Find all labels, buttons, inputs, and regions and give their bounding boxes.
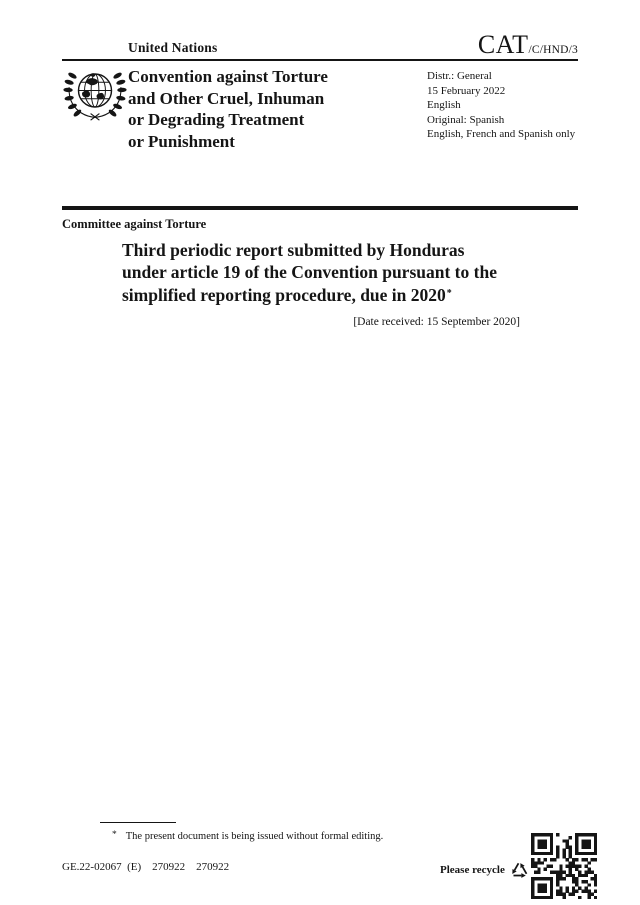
doc-symbol-suffix: /C/HND/3	[528, 44, 578, 56]
title-footnote-marker: *	[446, 288, 452, 299]
distr-line: English, French and Spanish only	[427, 128, 576, 141]
report-title	[122, 240, 497, 307]
qr-code	[531, 833, 597, 899]
distr-line: Distr.: General	[427, 70, 492, 82]
committee-label: Committee against Torture	[62, 217, 207, 231]
un-emblem-icon	[62, 63, 128, 129]
un-header-org: United Nations	[128, 40, 218, 55]
recycle-label: Please recycle	[440, 863, 505, 876]
distr-line: Original: Spanish	[427, 113, 505, 126]
distr-line: English	[427, 99, 461, 112]
report-title-line: Third periodic report submitted by Honduras	[122, 240, 465, 260]
date-received: [Date received: 15 September 2020]	[353, 316, 520, 328]
footnote-text: The present document is being issued without formal editing.	[125, 831, 384, 842]
footnote	[112, 830, 383, 842]
header-rule	[62, 59, 578, 61]
masthead-title-line: Convention against Torture	[128, 67, 328, 86]
doc-symbol-main: CAT	[477, 30, 529, 59]
section-rule	[62, 206, 578, 210]
doc-symbol	[478, 30, 578, 60]
footnote-marker: *	[112, 830, 117, 840]
recycle-row	[440, 857, 531, 882]
masthead-title	[128, 66, 328, 152]
footnote-rule	[100, 822, 176, 823]
distr-line: 15 February 2022	[427, 84, 506, 97]
recycle-icon	[508, 857, 531, 882]
report-title-line: under article 19 of the Convention pursuant to the	[122, 261, 497, 282]
report-title-line: simplified reporting procedure, due in 2020*	[122, 285, 452, 305]
masthead-title-line: or Degrading Treatment	[128, 110, 305, 129]
distr-block	[427, 69, 575, 142]
masthead-title-line: and Other Cruel, Inhuman	[128, 88, 325, 108]
masthead-title-line: or Punishment	[128, 131, 235, 151]
doc-code: GE.22-02067 (E) 270922 270922	[62, 861, 230, 873]
